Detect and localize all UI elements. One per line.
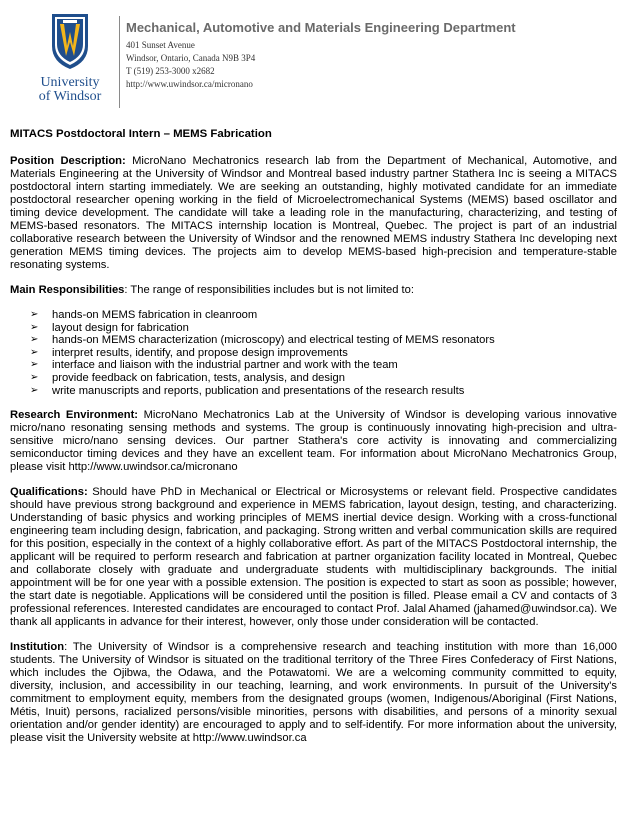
letterhead (22, 12, 612, 112)
responsibilities-list (10, 309, 617, 397)
university-wordmark (22, 76, 118, 104)
wordmark-line-1: University (40, 75, 100, 90)
department-name: Mechanical, Automotive and Materials Engineering Department (126, 20, 516, 35)
institution (10, 641, 617, 745)
environment-text: MicroNano Mechatronics Lab at the University of Windsor is developing various innovative micro/nano resonating sensing methods and systems. The group is continuously innovating high-precision and ultra-sensitive micro/nano sensing devices. Our partner Stathera's core activity is innovating and commercializing semiconductor timing devices and they have an excellent team. For information about MicroNano Mechatronics Group, please visit http://www.uwindsor.ca/micronano (10, 409, 618, 474)
list-item (10, 372, 617, 385)
list-item-text: hands-on MEMS fabrication in cleanroom (52, 309, 258, 321)
list-item (10, 385, 617, 398)
qualifications-text: Should have PhD in Mechanical or Electrical or Microsystems or relevant field. Prospective candidates should have previous strong background and experience in MEMS fabrication, layout design, testing, and characterizing. Understanding of basic physics and working principles of MEMS inertial device design. Working with a cross-functional engineering team including design, fabrication, and packaging. Strong written and verbal communication skills are required for this position, especially in the context of a highly collaborative effort. As part of the MITACS Postdoctoral internship, the applicant will be required to perform research and fabrication at partner organization facility located in Montreal, Quebec and collaborate closely with graduate and undergraduate students with multidisciplinary backgrounds. The initial appointment will be for one year with a possible extension. The position is expected to start as soon as possible; however, the start date is negotiable. Applications will be considered until the position is filled. Please email a CV and contacts of 3 professional references. Interested candidates are encouraged to contact Prof. Jalal Ahamed (jahamed@uwindsor.ca). We thank all applicants in advance for their interest, however, only those under consideration will be contacted. (10, 486, 617, 629)
institution-text: : The University of Windsor is a comprehensive research and teaching institution with more than 16,000 students. The University of Windsor is situated on the traditional territory of the Three Fires Confederacy of First Nations, which includes the Ojibwa, the Odawa, and the Potawatomi. We are a welcoming community committed to equity, diversity, inclusion, and accessibility in our teaching, learning, and work environments. In pursuit of the University's commitment to employment equity, members from the designated groups (women, Indigenous/Aboriginal (First Nations, Métis, Inuit) persons, racialized persons/visible minorities, persons with disabilities, and persons of a minority sexual orientation and/or gender identity) are encouraged to apply and to self-identify. For more information about the university, please visit the University website at http://www.uwindsor.ca (10, 641, 617, 745)
institution-label: Institution (10, 641, 65, 654)
list-item-text: provide feedback on fabrication, tests, analysis, and design (52, 371, 345, 384)
department-block (126, 20, 606, 91)
department-url[interactable]: http://www.uwindsor.ca/micronano (126, 79, 253, 89)
shield-crest-icon (50, 12, 90, 70)
list-item (10, 347, 617, 360)
position-label: Position Description: (10, 155, 126, 167)
position-text: MicroNano Mechatronics research lab from the Department of Mechanical, Automotive, and Materials Engineering at the University of Windsor and Montreal based industry partner Stathera Inc is seeing a MITACS postdoctoral intern starting immediately. We are seeking an outstanding, highly motivated candidate for an immediate postdoctoral researcher opening working in the field of Microelectromechanical Systems (MEMS) based oscillator and timing device development. The candidate will take a leading role in the manufacturing, characterizing, and testing of MEMS-based resonators. The MITACS internship location is Montreal, Quebec. The project is part of an industrial collaborative research between the University of Windsor and the renowned MEMS industry Stathera Inc developing next generation MEMS timing devices. The projects aim to develop MEMS-based high-precision and temperature-stable resonating systems. (10, 155, 617, 271)
arrow-bullet-icon: ➢ (30, 346, 39, 358)
list-item (10, 359, 617, 372)
document-body (10, 128, 617, 757)
address-line-1: 401 Sunset Avenue (126, 40, 195, 50)
qualifications-label: Qualifications: (10, 486, 88, 499)
header-divider (119, 16, 120, 108)
arrow-bullet-icon: ➢ (30, 309, 39, 320)
wordmark-line-2: of Windsor (38, 89, 102, 104)
phone-number: T (519) 253-3000 x2682 (126, 66, 215, 76)
arrow-bullet-icon: ➢ (30, 321, 39, 333)
research-environment (10, 409, 617, 474)
arrow-bullet-icon: ➢ (30, 359, 39, 371)
responsibilities-label: Main Responsibilities (10, 284, 125, 296)
document-title: MITACS Postdoctoral Intern – MEMS Fabrication (10, 128, 272, 140)
position-description (10, 155, 617, 272)
university-logo (22, 12, 118, 112)
responsibilities-text: : The range of responsibilities includes but is not limited to: (124, 284, 414, 296)
arrow-bullet-icon: ➢ (30, 371, 39, 383)
responsibilities-intro (10, 284, 617, 297)
arrow-bullet-icon: ➢ (30, 334, 39, 346)
list-item (10, 322, 617, 335)
qualifications (10, 486, 617, 629)
list-item-text: interface and liaison with the industrial partner and work with the team (52, 359, 398, 372)
list-item-text: layout design for fabrication (52, 321, 189, 334)
list-item-text: write manuscripts and reports, publication and presentations of the research results (52, 384, 465, 397)
environment-label: Research Environment: (10, 409, 139, 422)
address-line-2: Windsor, Ontario, Canada N9B 3P4 (126, 53, 256, 63)
list-item (10, 334, 617, 347)
list-item-text: interpret results, identify, and propose design improvements (52, 346, 348, 359)
arrow-bullet-icon: ➢ (30, 384, 39, 396)
list-item (10, 309, 617, 322)
list-item-text: hands-on MEMS characterization (microscopy) and electrical testing of MEMS resonators (52, 334, 495, 347)
